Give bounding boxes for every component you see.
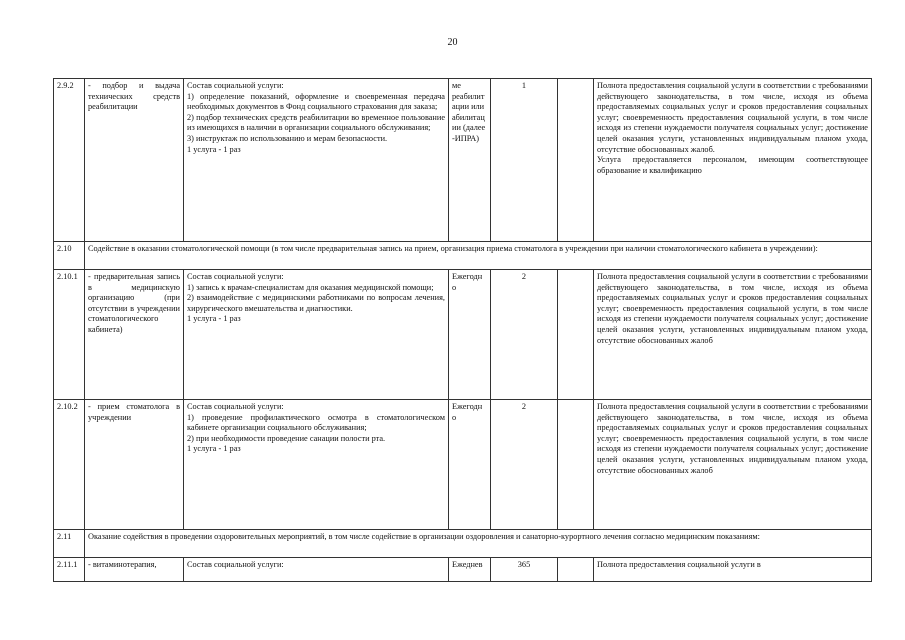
service-content: Состав социальной услуги: 1) запись к врачам-специалистам для оказания медицинской помощи; 2) взаимодействие с медицинскими работниками по вопросам лечения, хирургического вмешательства и диагностики. 1 услуга - 1 раз — [184, 270, 449, 400]
row-number: 2.10.1 — [54, 270, 85, 400]
section-number: 2.11 — [54, 530, 85, 558]
table-row — [54, 558, 872, 582]
services-table — [53, 78, 872, 582]
table-row — [54, 270, 872, 400]
service-count: 365 — [491, 558, 558, 582]
section-row — [54, 242, 872, 270]
service-period: Ежегодн о — [449, 400, 491, 530]
section-number: 2.10 — [54, 242, 85, 270]
service-content: Состав социальной услуги: 1) определение показаний, оформление и своевременная передача необходимых документов в Фонд социального страхования для заказа; 2) подбор технических средств реабилитации во временное пользование из имеющихся в наличии в организации социального обслуживания; 3) инструктаж по использованию и мерам безопасности. 1 услуга - 1 раз — [184, 79, 449, 242]
table-row — [54, 400, 872, 530]
service-count: 1 — [491, 79, 558, 242]
section-title: Оказание содействия в проведении оздоровительных мероприятий, в том числе содействие в организации оздоровления и санаторно-курортного лечения согласно медицинским показаниям: — [85, 530, 872, 558]
service-content: Состав социальной услуги: — [184, 558, 449, 582]
section-row — [54, 530, 872, 558]
service-count: 2 — [491, 270, 558, 400]
service-period: Ежеднев — [449, 558, 491, 582]
service-content: Состав социальной услуги: 1) проведение профилактического осмотра в стоматологическом кабинете организации социального обслуживания; 2) при необходимости проведение санации полости рта. 1 услуга - 1 раз — [184, 400, 449, 530]
service-count: 2 — [491, 400, 558, 530]
service-name: - подбор и выдача технических средств реабилитации — [85, 79, 184, 242]
quality-criteria: Полнота предоставления социальной услуги в соответствии с требованиями действующего законодательства, в том числе, исходя из объема предоставляемых социальных услуг и сроков предоставления социальных услуг; своевременность предоставления социальной услуги, в том числе исходя из степени нуждаемости получателя социальных услуг; достижение целей оказания услуги, установленных индивидуальным планом ухода, отсутствие обоснованных жалоб. Услуга предоставляется персоналом, имеющим соответствующее образование и квалификацию — [594, 79, 872, 242]
service-period: ме реабилит ации или абилитац ии (далее -ИПРА) — [449, 79, 491, 242]
row-number: 2.9.2 — [54, 79, 85, 242]
row-number: 2.11.1 — [54, 558, 85, 582]
section-title: Содействие в оказании стоматологической помощи (в том числе предварительная запись на прием, организация приема стоматолога в учреждении при наличии стоматологического кабинета в учреждении): — [85, 242, 872, 270]
row-number: 2.10.2 — [54, 400, 85, 530]
page-number: 20 — [447, 37, 458, 48]
table-row — [54, 79, 872, 242]
service-name: - прием стоматолога в учреждении — [85, 400, 184, 530]
quality-criteria: Полнота предоставления социальной услуги в — [594, 558, 872, 582]
service-name: - витаминотерапия, — [85, 558, 184, 582]
quality-criteria: Полнота предоставления социальной услуги в соответствии с требованиями действующего законодательства, в том числе, исходя из объема предоставляемых социальных услуг и сроков предоставления социальных услуг; своевременность предоставления социальной услуги, в том числе исходя из степени нуждаемости получателя социальных услуг; достижение целей оказания услуги, установленных индивидуальным планом ухода, отсутствие обоснованных жалоб — [594, 400, 872, 530]
service-name: - предварительная запись в медицинскую организацию (при отсутствии в учреждении стоматологического кабинета) — [85, 270, 184, 400]
service-period: Ежегодн о — [449, 270, 491, 400]
quality-criteria: Полнота предоставления социальной услуги в соответствии с требованиями действующего законодательства, в том числе, исходя из объема предоставляемых социальных услуг и сроков предоставления социальных услуг; своевременность предоставления социальной услуги, в том числе исходя из степени нуждаемости получателя социальных услуг; достижение целей оказания услуги, установленных индивидуальным планом ухода, отсутствие обоснованных жалоб — [594, 270, 872, 400]
